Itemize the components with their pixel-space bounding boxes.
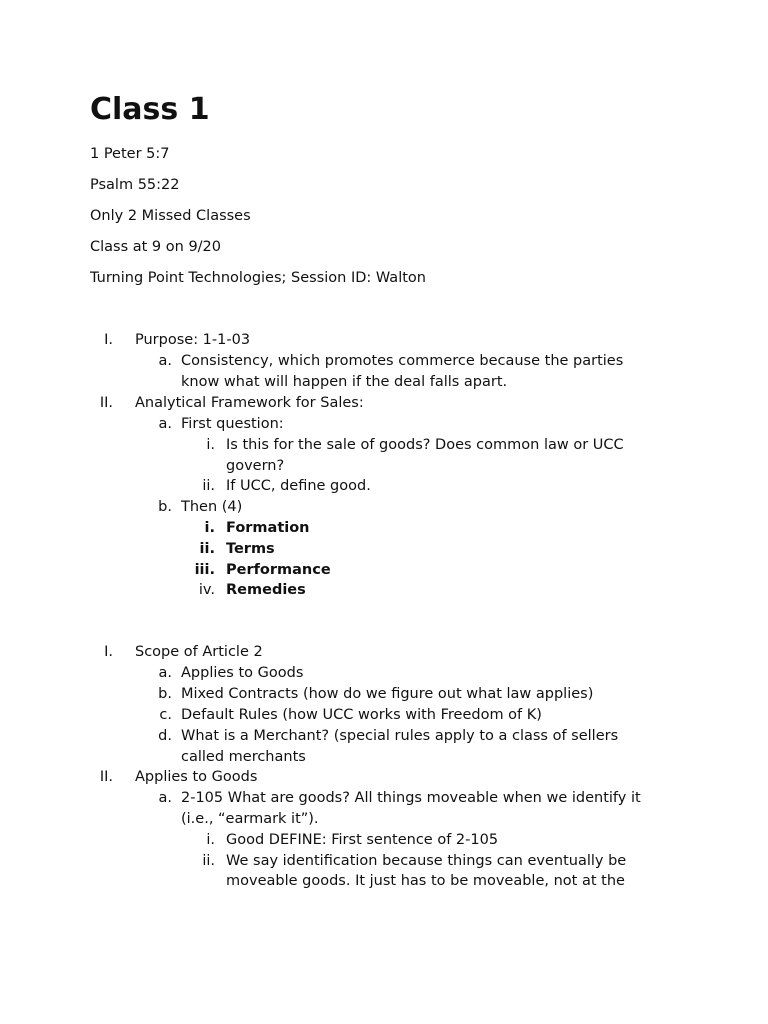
list-text: Default Rules (how UCC works with Freedom of K)	[181, 707, 542, 723]
list-marker: I.	[104, 644, 113, 660]
list-text: (i.e., “earmark it”).	[181, 811, 319, 827]
paragraph-session-id: Turning Point Technologies; Session ID: Walton	[90, 270, 426, 286]
list-text: Then (4)	[181, 499, 243, 515]
list-marker: II.	[99, 395, 113, 411]
list-marker: II.	[99, 769, 113, 785]
list-marker: a.	[158, 353, 172, 369]
list-text: Formation	[226, 520, 310, 536]
list-text: govern?	[226, 458, 285, 474]
list-text: Purpose: 1-1-03	[135, 332, 251, 348]
list-marker: a.	[158, 665, 172, 681]
list-text: First question:	[181, 416, 284, 432]
list-text: called merchants	[181, 749, 306, 765]
list-text: 2-105 What are goods? All things moveable when we identify it	[181, 790, 641, 806]
list-text: Performance	[226, 562, 331, 578]
list-marker: i.	[204, 520, 215, 536]
list-text: What is a Merchant? (special rules apply to a class of sellers	[181, 728, 619, 744]
list-marker: b.	[158, 686, 172, 702]
list-text: We say identification because things can eventually be	[226, 853, 627, 869]
list-marker: a.	[158, 790, 172, 806]
list-text: Applies to Goods	[181, 665, 304, 681]
list-marker: ii.	[199, 541, 215, 557]
list-marker: c.	[159, 707, 172, 723]
list-text: Remedies	[226, 582, 306, 598]
paragraph-scripture-1: 1 Peter 5:7	[90, 146, 170, 162]
list-text: Scope of Article 2	[135, 644, 263, 660]
list-marker: ii.	[202, 853, 215, 869]
list-text: If UCC, define good.	[226, 478, 371, 494]
list-marker: a.	[158, 416, 172, 432]
list-text: moveable goods. It just has to be moveable, not at the	[226, 873, 625, 889]
list-marker: iv.	[198, 582, 215, 598]
list-marker: d.	[158, 728, 172, 744]
list-marker: i.	[206, 832, 215, 848]
list-text: Terms	[226, 541, 275, 557]
paragraph-class-time: Class at 9 on 9/20	[90, 239, 222, 255]
list-text: Analytical Framework for Sales:	[135, 395, 364, 411]
list-text: Good DEFINE: First sentence of 2-105	[226, 832, 499, 848]
list-text: know what will happen if the deal falls apart.	[181, 374, 508, 390]
document-title: Class 1	[90, 92, 210, 127]
list-marker: iii.	[194, 562, 215, 578]
list-text: Is this for the sale of goods? Does common law or UCC	[226, 437, 624, 453]
list-marker: i.	[206, 437, 215, 453]
list-marker: I.	[104, 332, 113, 348]
paragraph-missed-classes: Only 2 Missed Classes	[90, 208, 251, 224]
paragraph-scripture-2: Psalm 55:22	[90, 177, 180, 193]
list-marker: b.	[158, 499, 172, 515]
list-text: Consistency, which promotes commerce because the parties	[181, 353, 624, 369]
list-text: Applies to Goods	[135, 769, 258, 785]
list-text: Mixed Contracts (how do we figure out what law applies)	[181, 686, 594, 702]
list-marker: ii.	[202, 478, 215, 494]
